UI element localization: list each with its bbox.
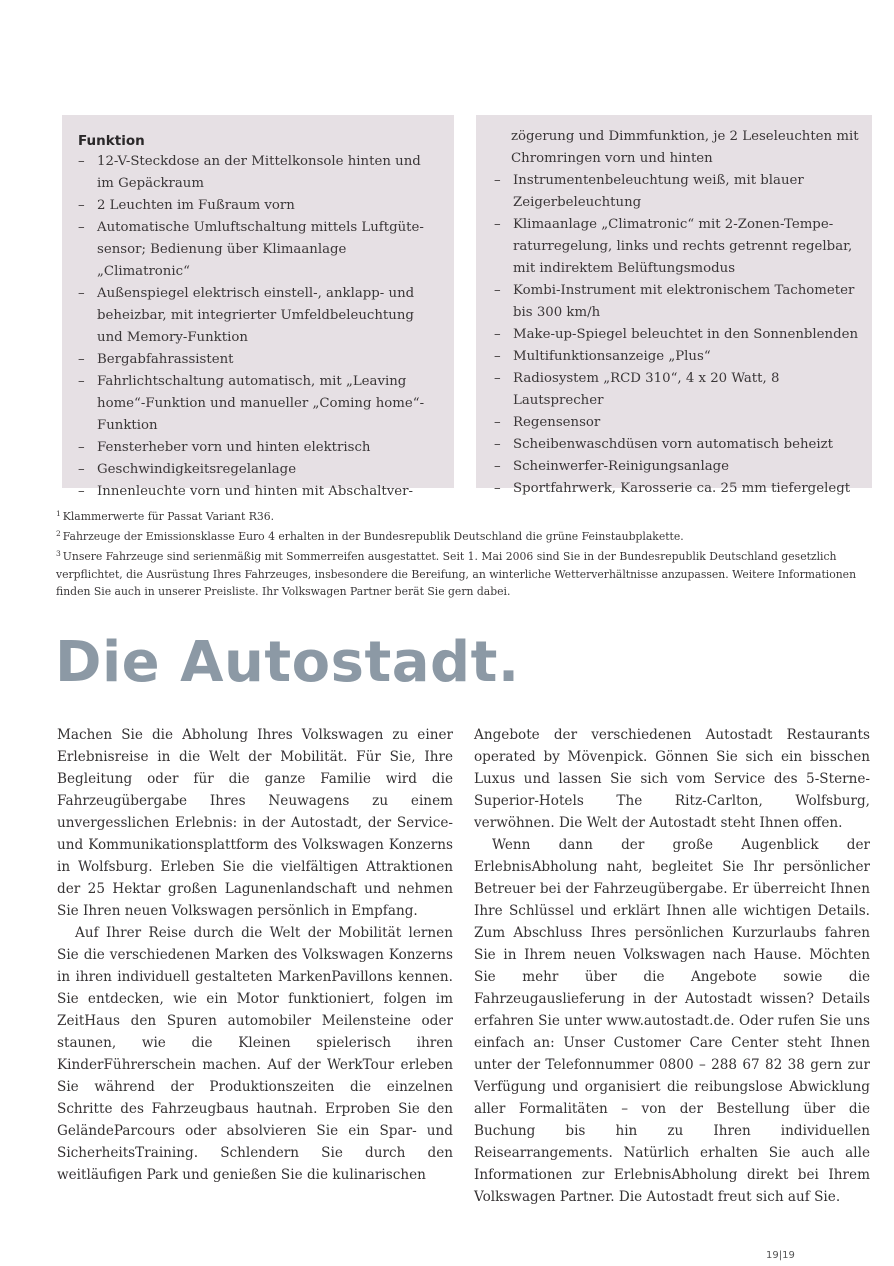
article-column-right xyxy=(474,724,870,1208)
feature-item-text: Innenleuchte vorn und hinten mit Abschaltver- xyxy=(97,484,413,499)
article-paragraph: Angebote der verschiedenen Autostadt Restaurants operated by Mövenpick. Gönnen Sie sich ein bisschen Luxus und lassen Sie sich vom Service des 5-Sterne-Superior-Hotels The Ritz-Carlton, Wolfsburg, verwöhnen. Die Welt der Autostadt steht Ihnen offen. xyxy=(474,727,870,831)
feature-item xyxy=(78,283,438,349)
feature-item-text: Radiosystem „RCD 310“, 4 x 20 Watt, 8 Lautsprecher xyxy=(513,371,780,408)
feature-box-right xyxy=(476,115,872,496)
footnote-number: 2 xyxy=(56,529,61,539)
bullet-dash: – xyxy=(494,327,501,342)
feature-item xyxy=(494,214,862,280)
feature-item xyxy=(494,478,862,500)
bullet-dash: – xyxy=(78,440,85,455)
article-paragraph: Wenn dann der große Augenblick der ErlebnisAbholung naht, begleitet Sie Ihr persönlicher Betreuer bei der Fahrzeugübergabe. Er überreicht Ihnen Ihre Schlüssel und erklärt Ihnen alle wichtigen Details. Zum Abschluss Ihres persönlichen Kurzurlaubs fahren Sie in Ihrem neuen Volkswagen nach Hause. Möchten Sie mehr über die Angebote sowie die Fahrzeugauslieferung in der Autostadt wissen? Details erfahren Sie unter www.autostadt.de. Oder rufen Sie uns einfach an: Unser Customer Care Center steht Ihnen unter der Telefonnummer 0800 – 288 67 82 38 gern zur Verfügung und organisiert die reibungslose Abwicklung aller Formalitäten – von der Bestellung über die Buchung bis hin zu Ihren individuellen Reisearrangements. Natürlich erhalten Sie auch alle Informationen zur ErlebnisAbholung direkt bei Ihrem Volkswagen Partner. Die Autostadt freut sich auf Sie. xyxy=(474,837,870,1205)
feature-item-text: Kombi-Instrument mit elektronischem Tachometer bis 300 km/h xyxy=(513,283,855,320)
feature-item xyxy=(494,412,862,434)
bullet-dash: – xyxy=(494,437,501,452)
feature-item-text: Make-up-Spiegel beleuchtet in den Sonnenblenden xyxy=(513,327,859,342)
feature-item xyxy=(494,280,862,324)
feature-item-text: Geschwindigkeitsregelanlage xyxy=(97,462,297,477)
bullet-dash: – xyxy=(494,283,501,298)
footnote-number: 1 xyxy=(56,509,61,518)
feature-item xyxy=(494,170,862,214)
feature-item xyxy=(494,434,862,456)
feature-item xyxy=(78,151,438,195)
bullet-dash: – xyxy=(494,349,501,364)
feature-item-text: Fensterheber vorn und hinten elektrisch xyxy=(97,440,371,455)
feature-item xyxy=(78,437,438,459)
footnote xyxy=(56,525,886,545)
footnote-text: Fahrzeuge der Emissionsklasse Euro 4 erhalten in der Bundesrepublik Deutschland die grüne Feinstaubplakette. xyxy=(62,530,684,544)
feature-item-text: Klimaanlage „Climatronic“ mit 2-Zonen-Temperaturregelung, links und rechts getrennt regelbar, mit indirektem Belüftungsmodus xyxy=(513,217,853,276)
feature-item xyxy=(494,324,862,346)
feature-item xyxy=(78,371,438,437)
bullet-dash: – xyxy=(494,217,501,232)
feature-item-text: zögerung und Dimmfunktion, je 2 Leseleuchten mit Chromringen vorn und hinten xyxy=(511,129,859,166)
feature-box-left xyxy=(62,115,454,499)
bullet-dash: – xyxy=(78,154,85,169)
feature-item-text: 12-V-Steckdose an der Mittelkonsole hinten und im Gepäckraum xyxy=(97,154,421,191)
page-number: 19|19 xyxy=(766,1250,795,1261)
bullet-dash: – xyxy=(494,371,501,386)
feature-item-text: Fahrlichtschaltung automatisch, mit „Leaving home“-Funktion und manueller „Coming home“-Funktion xyxy=(97,374,425,433)
feature-item xyxy=(78,459,438,481)
bullet-dash: – xyxy=(78,374,85,389)
feature-item-text: Scheinwerfer-Reinigungsanlage xyxy=(513,459,730,474)
feature-item xyxy=(78,195,438,217)
feature-item-text: Regensensor xyxy=(513,415,601,430)
footnote-text: Klammerwerte für Passat Variant R36. xyxy=(62,510,275,523)
bullet-dash: – xyxy=(78,286,85,301)
feature-item xyxy=(78,349,438,371)
feature-item xyxy=(494,456,862,478)
feature-item-text: Automatische Umluftschaltung mittels Luftgütesensor; Bedienung über Klimaanlage „Climatronic“ xyxy=(97,220,424,279)
footnote xyxy=(56,545,886,600)
feature-item-text: Sportfahrwerk, Karosserie ca. 25 mm tiefergelegt xyxy=(513,481,851,496)
footnote xyxy=(56,505,886,525)
article-column-left xyxy=(57,724,453,1186)
feature-item-text: Scheibenwaschdüsen vorn automatisch beheizt xyxy=(513,437,834,452)
feature-item-text: Multifunktionsanzeige „Plus“ xyxy=(513,349,711,364)
bullet-dash: – xyxy=(78,462,85,477)
footnote-text: Unsere Fahrzeuge sind serienmäßig mit Sommerreifen ausgestattet. Seit 1. Mai 2006 sind Sie in der Bundesrepublik Deutschland gesetzlich verpflichtet, die Ausrüstung Ihres Fahrzeuges, insbesondere die Bereifung, an winterliche Wetterverhältnisse anzupassen. Weitere Informationen finden Sie auch in unserer Preisliste. Ihr Volkswagen Partner berät Sie gern dabei. xyxy=(56,550,857,598)
article-paragraph: Machen Sie die Abholung Ihres Volkswagen zu einer Erlebnisreise in die Welt der Mobilität. Für Sie, Ihre Begleitung oder für die ganze Familie wird die Fahrzeugübergabe Ihres Neuwagens zu einem unvergesslichen Erlebnis: in der Autostadt, der Service- und Kommunikationsplattform des Volkswagen Konzerns in Wolfsburg. Erleben Sie die vielfältigen Attraktionen der 25 Hektar großen Lagunenlandschaft und nehmen Sie Ihren neuen Volkswagen persönlich in Empfang. xyxy=(57,727,453,919)
feature-box-title: Funktion xyxy=(78,133,145,149)
bullet-dash: – xyxy=(494,459,501,474)
feature-item xyxy=(78,217,438,283)
bullet-dash: – xyxy=(494,173,501,188)
feature-list-left xyxy=(78,151,438,503)
feature-list-right xyxy=(494,126,862,500)
footnote-number: 3 xyxy=(56,549,61,559)
bullet-dash: – xyxy=(78,484,85,499)
feature-item-text: 2 Leuchten im Fußraum vorn xyxy=(97,198,295,213)
bullet-dash: – xyxy=(78,198,85,213)
feature-item xyxy=(494,368,862,412)
article-paragraph: Auf Ihrer Reise durch die Welt der Mobilität lernen Sie die verschiedenen Marken des Volkswagen Konzerns in ihren individuell gestalteten MarkenPavillons kennen. Sie entdecken, wie ein Motor funktioniert, folgen im ZeitHaus den Spuren automobiler Meilensteine oder staunen, wie die Kleinen spielerisch ihren KinderFührerschein machen. Auf der WerkTour erleben Sie während der Produktionszeiten die einzelnen Schritte des Fahrzeugbaus hautnah. Erproben Sie den GeländeParcours oder absolvieren Sie ein Spar- und SicherheitsTraining. Schlendern Sie durch den weitläufigen Park und genießen Sie die kulinarischen xyxy=(57,925,453,1183)
feature-item-text: Bergabfahrassistent xyxy=(97,352,234,367)
feature-item-text: Instrumentenbeleuchtung weiß, mit blauer Zeigerbeleuchtung xyxy=(513,173,804,210)
feature-item xyxy=(494,126,862,170)
bullet-dash: – xyxy=(494,415,501,430)
bullet-dash: – xyxy=(494,481,501,496)
headline: Die Autostadt. xyxy=(55,630,520,695)
bullet-dash: – xyxy=(78,220,85,235)
bullet-dash: – xyxy=(78,352,85,367)
footnotes xyxy=(56,505,886,600)
feature-item xyxy=(78,481,438,503)
feature-item-text: Außenspiegel elektrisch einstell-, anklapp- und beheizbar, mit integrierter Umfeldbeleuchtung und Memory-Funktion xyxy=(97,286,415,345)
feature-item xyxy=(494,346,862,368)
